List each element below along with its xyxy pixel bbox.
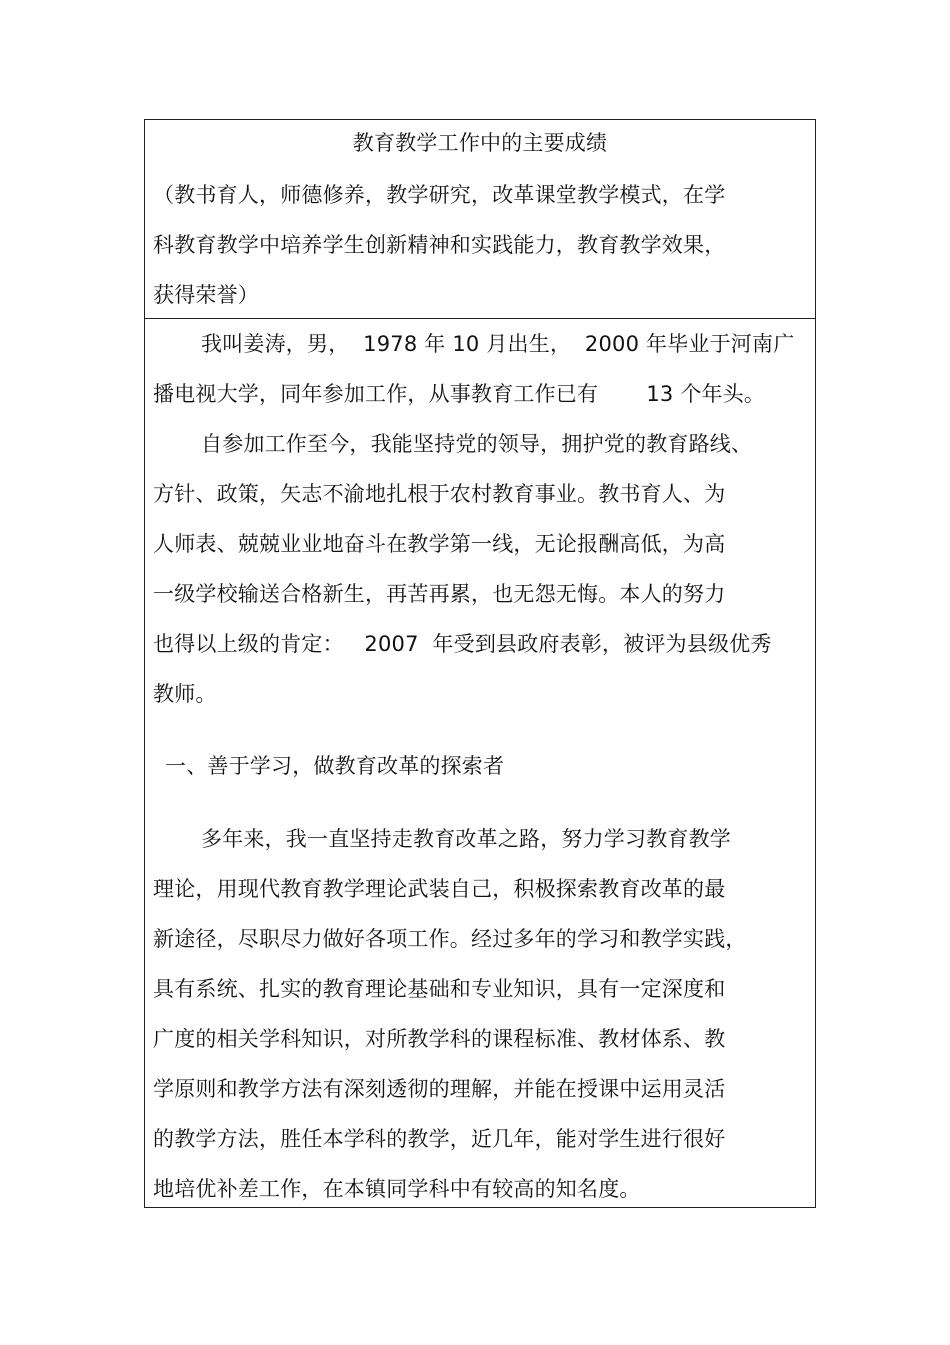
paragraph-line: 教师。 (153, 682, 217, 706)
paragraph-line: 自参加工作至今，我能坚持党的领导，拥护党的教育路线、 (201, 432, 753, 456)
subtitle-line: （教书育人，师德修养，教学研究，改革课堂教学模式，在学 (153, 183, 726, 207)
paragraph-line: 也得以上级的肯定： 2007 年受到县政府表彰，被评为县级优秀 (153, 632, 772, 656)
paragraph-line: 具有系统、扎实的教育理论基础和专业知识，具有一定深度和 (153, 977, 726, 1001)
achievement-form-table (144, 119, 816, 1208)
paragraph-line: 我叫姜涛，男， 1978 年 10 月出生， 2000 年毕业于河南广 (201, 332, 795, 356)
paragraph-line: 的教学方法，胜任本学科的教学，近几年，能对学生进行很好 (153, 1127, 726, 1151)
paragraph-line: 一级学校输送合格新生，再苦再累，也无怨无悔。本人的努力 (153, 582, 726, 606)
form-header-cell (145, 120, 815, 319)
paragraph-line: 地培优补差工作，在本镇同学科中有较高的知名度。 (153, 1177, 641, 1201)
paragraph-line: 理论，用现代教育教学理论武装自己，积极探索教育改革的最 (153, 877, 726, 901)
paragraph-line: 播电视大学，同年参加工作，从事教育工作已有 13 个年头。 (153, 382, 766, 406)
paragraph-line: 多年来，我一直坚持走教育改革之路，努力学习教育教学 (201, 827, 731, 851)
paragraph-line: 方针、政策，矢志不渝地扎根于农村教育事业。教书育人、为 (153, 482, 726, 506)
paragraph-line: 学原则和教学方法有深刻透彻的理解，并能在授课中运用灵活 (153, 1077, 726, 1101)
paragraph-line: 新途径，尽职尽力做好各项工作。经过多年的学习和教学实践， (153, 927, 747, 951)
subtitle-line: 科教育教学中培养学生创新精神和实践能力，教育教学效果， (153, 233, 726, 257)
subtitle-line: 获得荣誉） (153, 283, 259, 307)
paragraph-line: 广度的相关学科知识，对所教学科的课程标准、教材体系、教 (153, 1027, 726, 1051)
section-heading: 一、善于学习，做教育改革的探索者 (165, 754, 505, 778)
paragraph-line: 人师表、兢兢业业地奋斗在教学第一线，无论报酬高低，为高 (153, 532, 726, 556)
form-title: 教育教学工作中的主要成绩 (352, 131, 608, 155)
